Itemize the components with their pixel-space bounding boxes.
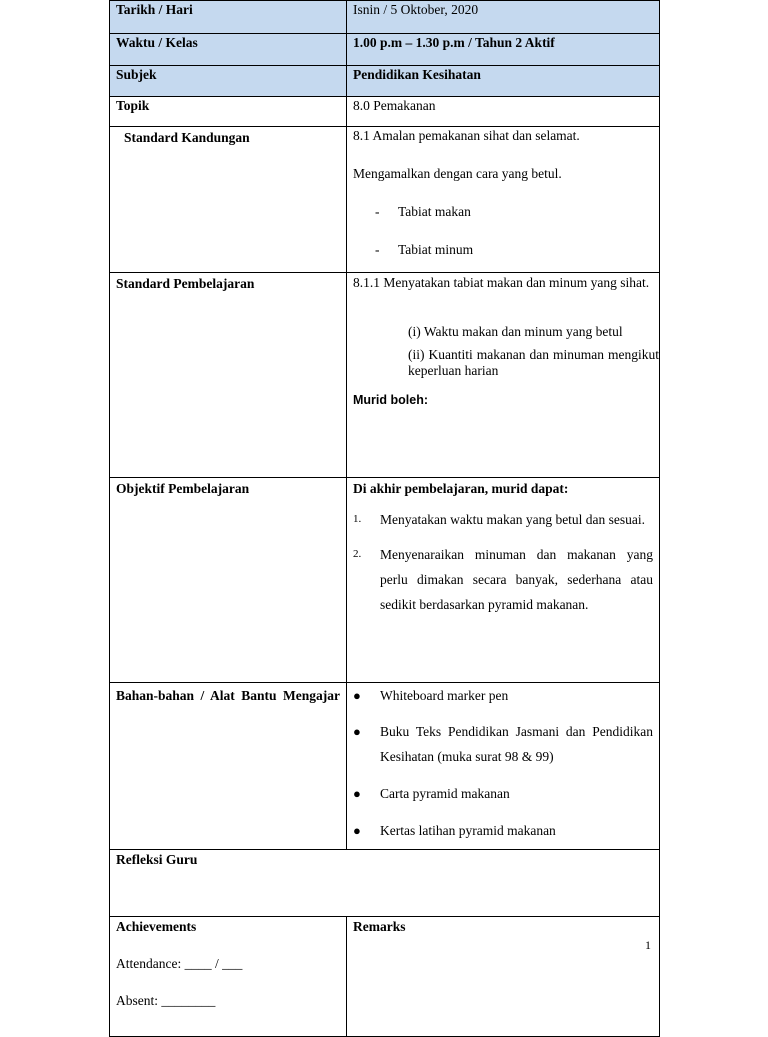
bahan-item-1: ● Whiteboard marker pen [353,688,509,703]
subjek-label: Subjek [110,66,347,97]
objektif-heading: Di akhir pembelajaran, murid dapat: [353,481,569,496]
bahan-item-3: ● Carta pyramid makanan [353,786,510,801]
bahan-label: Bahan-bahan / Alat Bantu Mengajar [110,683,347,850]
subjek-value: Pendidikan Kesihatan [347,66,660,97]
tarikh-label: Tarikh / Hari [110,1,347,34]
waktu-label: Waktu / Kelas [110,34,347,66]
bahan-item-2: ● Buku Teks Pendidikan Jasmani dan Pendidikan Kesihatan (muka surat 98 & 99) [353,724,653,764]
objektif-list [353,507,653,617]
standard-kandungan-label: Standard Kandungan [110,127,347,273]
refleksi-label: Refleksi Guru [110,850,660,917]
objektif-item-1: 1. Menyatakan waktu makan yang betul dan sesuai. [353,512,646,527]
standard-pembelajaran-label: Standard Pembelajaran [110,273,347,478]
tarikh-value: Isnin / 5 Oktober, 2020 [347,1,660,34]
sk-line1: 8.1 Amalan pemakanan sihat dan selamat. [353,128,580,143]
row-topik [110,97,660,127]
absent-line: Absent: ________ [116,993,216,1008]
row-bahan [110,683,660,850]
topik-label: Topik [110,97,347,127]
row-standard-kandungan [110,127,660,273]
row-tarikh [110,1,660,34]
sp-murid-boleh: Murid boleh: [353,393,428,407]
page-number: 1 [645,938,651,952]
row-achievements [110,917,660,1037]
attendance-line: Attendance: ____ / ___ [116,956,243,971]
sp-item-1: (i) Waktu makan dan minum yang betul [408,324,623,339]
bahan-item-4: ● Kertas latihan pyramid makanan [353,823,556,838]
sp-item-2: (ii) Kuantiti makanan dan minuman mengikut keperluan harian [408,347,659,378]
row-refleksi [110,850,660,917]
lesson-plan-table [109,0,660,1037]
remarks-label: Remarks [347,917,660,1037]
row-objektif [110,478,660,683]
sk-line2: Mengamalkan dengan cara yang betul. [353,166,562,181]
row-subjek [110,66,660,97]
bahan-list [353,683,653,843]
objektif-label: Objektif Pembelajaran [110,478,347,683]
objektif-item-2: 2. Menyenaraikan minuman dan makanan yang perlu dimakan secara banyak, sederhana atau sedikit berdasarkan pyramid makanan. [353,547,653,612]
row-standard-pembelajaran [110,273,660,478]
row-waktu [110,34,660,66]
sk-bullet-1: - Tabiat makan [375,204,471,219]
waktu-value: 1.00 p.m – 1.30 p.m / Tahun 2 Aktif [347,34,660,66]
achievements-label: Achievements [116,919,197,934]
topik-value: 8.0 Pemakanan [347,97,660,127]
sp-main: 8.1.1 Menyatakan tabiat makan dan minum yang sihat. [353,275,650,290]
sk-bullet-2: - Tabiat minum [375,242,474,257]
